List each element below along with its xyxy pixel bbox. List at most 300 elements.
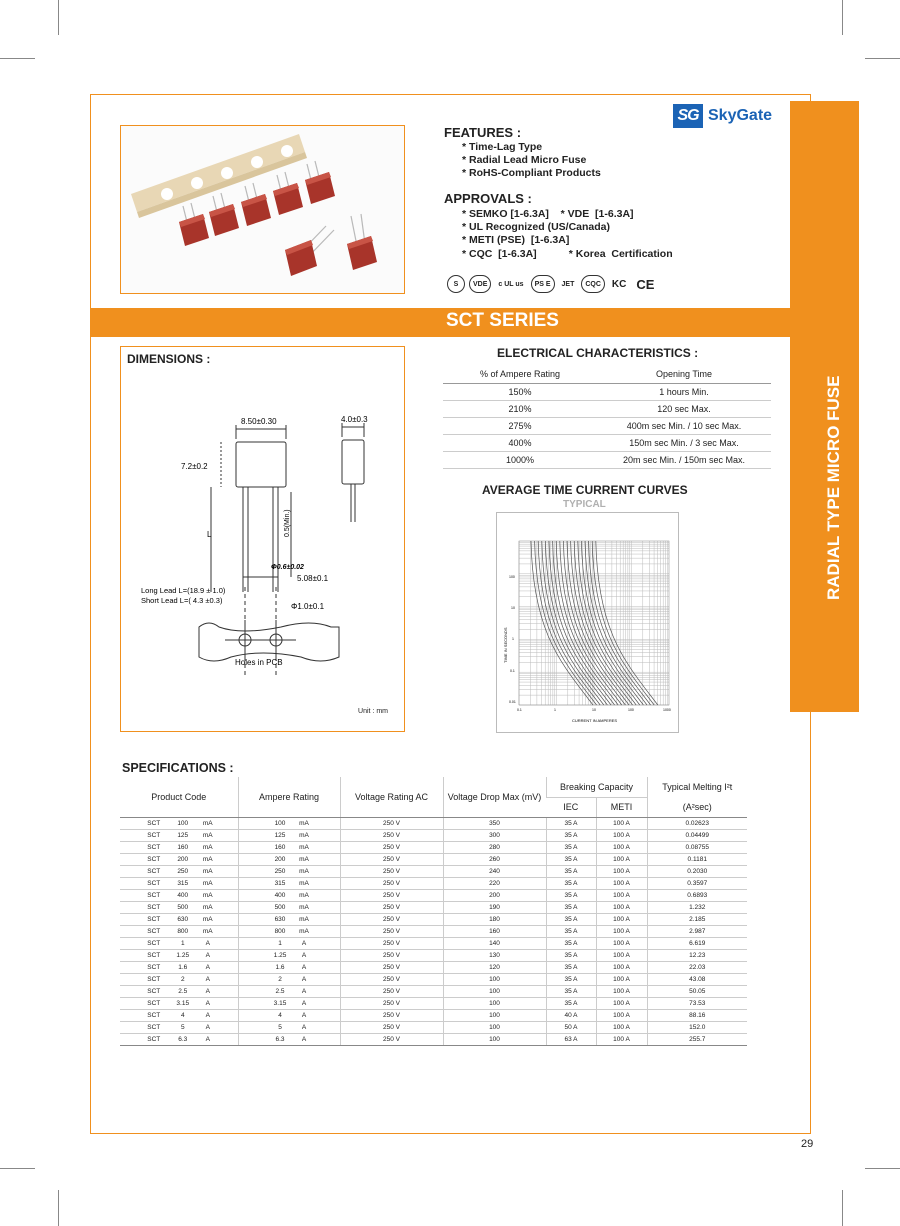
- ampere-unit: mA: [299, 891, 309, 899]
- rating-value: 1.25: [176, 951, 190, 959]
- table-row: [120, 937, 747, 949]
- brand-mark: SG: [673, 104, 703, 128]
- voltage-cell: 250 V: [340, 877, 443, 889]
- rating-unit: A: [205, 987, 210, 995]
- iec-cell: 35 A: [546, 949, 596, 961]
- rating-unit: A: [205, 975, 210, 983]
- ampere-unit: A: [301, 987, 307, 995]
- series-prefix: SCT: [147, 819, 161, 827]
- ampere-value: 2.5: [275, 987, 285, 995]
- melting-cell: 88.16: [647, 1009, 747, 1021]
- curve-line: [563, 541, 625, 705]
- ampere-value: 630: [274, 915, 286, 923]
- ampere-cell: [238, 937, 340, 949]
- column-header: Ampere Rating: [238, 777, 340, 817]
- crop-mark: [865, 1168, 900, 1169]
- rating-value: 125: [177, 831, 189, 839]
- meti-cell: 100 A: [596, 853, 647, 865]
- ampere-unit: mA: [299, 843, 309, 851]
- series-prefix: SCT: [147, 1023, 161, 1031]
- crop-mark: [0, 58, 35, 59]
- ampere-unit: mA: [299, 879, 309, 887]
- voltage-cell: 250 V: [340, 865, 443, 877]
- iec-cell: 35 A: [546, 889, 596, 901]
- melting-cell: 22.03: [647, 961, 747, 973]
- curve-line: [549, 541, 611, 705]
- rating-unit: mA: [202, 891, 213, 899]
- ampere-unit: mA: [299, 915, 309, 923]
- curve-line: [560, 541, 622, 705]
- rating-value: 250: [177, 867, 189, 875]
- voltage-drop-cell: 300: [443, 829, 546, 841]
- ampere-cell: [238, 961, 340, 973]
- curves-y-tick: 100: [509, 575, 515, 579]
- rating-unit: mA: [202, 819, 213, 827]
- voltage-drop-cell: 190: [443, 901, 546, 913]
- pse-icon: PS E: [531, 275, 555, 293]
- ampere-value: 100: [274, 819, 286, 827]
- table-cell: 210%: [443, 400, 597, 417]
- product-code-cell: [120, 841, 238, 853]
- curves-x-tick: 1000: [663, 708, 671, 712]
- dim-min-len-label: 0.5(Min.): [284, 509, 291, 537]
- approval-item: * SEMKO [1-6.3A] * VDE [1-6.3A]: [462, 208, 634, 220]
- brand-name: SkyGate: [708, 107, 773, 124]
- melting-cell: 0.1181: [647, 853, 747, 865]
- iec-cell: 40 A: [546, 1009, 596, 1021]
- ul-icon: c UL us: [498, 280, 524, 288]
- curves-svg: [497, 513, 680, 734]
- approval-item: * METI (PSE) [1-6.3A]: [462, 234, 570, 246]
- table-row: [120, 841, 747, 853]
- electrical-title: ELECTRICAL CHARACTERISTICS :: [497, 346, 699, 360]
- voltage-cell: 250 V: [340, 817, 443, 829]
- ampere-unit: mA: [299, 819, 309, 827]
- ampere-unit: A: [301, 1023, 307, 1031]
- rating-value: 200: [177, 855, 189, 863]
- voltage-drop-cell: 130: [443, 949, 546, 961]
- meti-cell: 100 A: [596, 865, 647, 877]
- voltage-cell: 250 V: [340, 913, 443, 925]
- melting-cell: 2.185: [647, 913, 747, 925]
- melting-cell: 2.987: [647, 925, 747, 937]
- table-row: [120, 1021, 747, 1033]
- voltage-cell: 250 V: [340, 925, 443, 937]
- melting-cell: 0.6893: [647, 889, 747, 901]
- ampere-cell: [238, 1033, 340, 1045]
- side-title: RADIAL TYPE MICRO FUSE: [824, 375, 843, 600]
- meti-cell: 100 A: [596, 949, 647, 961]
- rating-unit: A: [205, 1011, 210, 1019]
- meti-cell: 100 A: [596, 985, 647, 997]
- curve-line: [556, 541, 618, 705]
- table-cell: 400m sec Min. / 10 sec Max.: [597, 417, 771, 434]
- table-row: [120, 853, 747, 865]
- voltage-drop-cell: 200: [443, 889, 546, 901]
- product-code-cell: [120, 877, 238, 889]
- melting-cell: 12.23: [647, 949, 747, 961]
- product-code-cell: [120, 1021, 238, 1033]
- melting-cell: 73.53: [647, 997, 747, 1009]
- curves-x-label: CURRENT IN AMPERES: [572, 718, 618, 723]
- series-prefix: SCT: [147, 1035, 161, 1043]
- series-prefix: SCT: [147, 891, 161, 899]
- curve-line: [581, 541, 643, 705]
- series-title: SCT SERIES: [446, 310, 559, 331]
- series-prefix: SCT: [147, 999, 161, 1007]
- ampere-value: 500: [274, 903, 286, 911]
- rating-unit: A: [205, 963, 210, 971]
- crop-mark: [865, 58, 900, 59]
- voltage-drop-cell: 100: [443, 1033, 546, 1045]
- voltage-cell: 250 V: [340, 985, 443, 997]
- ampere-cell: [238, 901, 340, 913]
- rating-unit: mA: [202, 903, 213, 911]
- page-number: 29: [801, 1138, 814, 1150]
- table-row: [120, 1009, 747, 1021]
- meti-cell: 100 A: [596, 925, 647, 937]
- iec-cell: 63 A: [546, 1033, 596, 1045]
- series-prefix: SCT: [147, 915, 161, 923]
- column-header: % of Ampere Rating: [443, 366, 597, 383]
- table-row: [120, 829, 747, 841]
- product-code-cell: [120, 925, 238, 937]
- table-cell: 150m sec Min. / 3 sec Max.: [597, 434, 771, 451]
- ampere-cell: [238, 1021, 340, 1033]
- product-code-cell: [120, 1009, 238, 1021]
- table-row: [120, 817, 747, 829]
- dim-width-label: 8.50±0.30: [241, 417, 277, 426]
- ampere-value: 5: [278, 1023, 282, 1031]
- ampere-value: 125: [274, 831, 286, 839]
- meti-cell: 100 A: [596, 973, 647, 985]
- rating-unit: A: [205, 951, 210, 959]
- voltage-cell: 250 V: [340, 1033, 443, 1045]
- rating-unit: A: [205, 939, 210, 947]
- curve-line: [542, 541, 604, 705]
- voltage-cell: 250 V: [340, 841, 443, 853]
- ampere-unit: mA: [299, 831, 309, 839]
- certification-marks: [447, 275, 657, 293]
- voltage-cell: 250 V: [340, 1021, 443, 1033]
- voltage-drop-cell: 100: [443, 973, 546, 985]
- dimensions-unit: Unit : mm: [358, 708, 388, 715]
- ampere-cell: [238, 877, 340, 889]
- product-code-cell: [120, 853, 238, 865]
- voltage-drop-cell: 140: [443, 937, 546, 949]
- voltage-cell: 250 V: [340, 961, 443, 973]
- voltage-cell: 250 V: [340, 937, 443, 949]
- approvals-title: APPROVALS :: [444, 191, 532, 206]
- curves-x-tick: 1: [554, 708, 556, 712]
- meti-cell: 100 A: [596, 937, 647, 949]
- long-lead-label: Long Lead L=(18.9 ± 1.0): [141, 586, 226, 595]
- meti-cell: 100 A: [596, 901, 647, 913]
- curve-line: [567, 541, 629, 705]
- dim-lead-len-label: L: [207, 530, 212, 539]
- semko-icon: S: [447, 275, 465, 293]
- ce-icon: CE: [636, 276, 655, 292]
- series-prefix: SCT: [147, 843, 161, 851]
- table-cell: 20m sec Min. / 150m sec Max.: [597, 451, 771, 468]
- product-code-cell: [120, 973, 238, 985]
- rating-value: 3.15: [176, 999, 190, 1007]
- iec-cell: 35 A: [546, 973, 596, 985]
- iec-cell: 50 A: [546, 1021, 596, 1033]
- product-photo-illustration: [121, 126, 405, 294]
- ampere-cell: [238, 913, 340, 925]
- column-header: Product Code: [120, 777, 238, 817]
- melting-cell: 0.2030: [647, 865, 747, 877]
- approval-item: * CQC [1-6.3A] * Korea Certification: [462, 248, 673, 260]
- rating-unit: A: [205, 1023, 210, 1031]
- product-code-cell: [120, 937, 238, 949]
- table-cell: 120 sec Max.: [597, 400, 771, 417]
- product-code-cell: [120, 913, 238, 925]
- dim-depth-label: 4.0±0.3: [341, 415, 368, 424]
- meti-cell: 100 A: [596, 1021, 647, 1033]
- rating-value: 2: [180, 975, 185, 983]
- column-header: Opening Time: [597, 366, 771, 383]
- rating-value: 500: [177, 903, 189, 911]
- cqc-icon: CQC: [581, 275, 605, 293]
- table-row: [443, 434, 771, 451]
- series-prefix: SCT: [147, 951, 161, 959]
- meti-cell: 100 A: [596, 961, 647, 973]
- voltage-cell: 250 V: [340, 889, 443, 901]
- melting-cell: 0.02623: [647, 817, 747, 829]
- voltage-cell: 250 V: [340, 997, 443, 1009]
- rating-unit: A: [205, 999, 210, 1007]
- curves-y-label: TIME IN SECONDS: [503, 627, 508, 663]
- ampere-value: 4: [278, 1011, 282, 1019]
- rating-value: 1: [180, 939, 185, 947]
- meti-cell: 100 A: [596, 877, 647, 889]
- table-cell: 150%: [443, 383, 597, 400]
- iec-cell: 35 A: [546, 937, 596, 949]
- melting-cell: 0.08755: [647, 841, 747, 853]
- rating-value: 315: [177, 879, 189, 887]
- ampere-cell: [238, 817, 340, 829]
- curves-y-tick: 0.01: [509, 700, 516, 704]
- rating-unit: mA: [202, 831, 213, 839]
- rating-unit: A: [205, 1035, 210, 1043]
- column-header: IEC: [546, 797, 596, 817]
- series-prefix: SCT: [147, 987, 161, 995]
- table-row: [120, 961, 747, 973]
- curves-x-tick: 100: [628, 708, 634, 712]
- ampere-unit: A: [301, 963, 307, 971]
- voltage-cell: 250 V: [340, 973, 443, 985]
- curve-line: [585, 541, 647, 705]
- curves-y-tick: 10: [511, 606, 515, 610]
- ampere-value: 1.25: [273, 951, 287, 959]
- meti-cell: 100 A: [596, 913, 647, 925]
- ampere-cell: [238, 997, 340, 1009]
- series-prefix: SCT: [147, 939, 161, 947]
- ampere-unit: A: [301, 1035, 307, 1043]
- product-code-cell: [120, 901, 238, 913]
- dimensions-panel: [120, 346, 405, 732]
- voltage-drop-cell: 100: [443, 1009, 546, 1021]
- melting-cell: 1.232: [647, 901, 747, 913]
- series-prefix: SCT: [147, 1011, 161, 1019]
- table-cell: 1 hours Min.: [597, 383, 771, 400]
- series-band: [90, 308, 790, 337]
- meti-cell: 100 A: [596, 829, 647, 841]
- ampere-value: 1.6: [275, 963, 285, 971]
- melting-cell: 0.04499: [647, 829, 747, 841]
- series-prefix: SCT: [147, 879, 161, 887]
- ampere-unit: A: [301, 1011, 307, 1019]
- product-code-cell: [120, 961, 238, 973]
- series-prefix: SCT: [147, 975, 161, 983]
- table-row: [120, 913, 747, 925]
- ampere-value: 200: [274, 855, 286, 863]
- ampere-cell: [238, 889, 340, 901]
- iec-cell: 35 A: [546, 853, 596, 865]
- curves-y-tick: 1: [512, 637, 514, 641]
- melting-cell: 255.7: [647, 1033, 747, 1045]
- iec-cell: 35 A: [546, 817, 596, 829]
- table-row: [443, 383, 771, 400]
- table-row: [443, 417, 771, 434]
- curve-line: [535, 541, 597, 705]
- ampere-cell: [238, 925, 340, 937]
- dimensions-drawing: [121, 347, 406, 733]
- iec-cell: 35 A: [546, 925, 596, 937]
- iec-cell: 35 A: [546, 913, 596, 925]
- dimensions-title: DIMENSIONS :: [127, 352, 211, 366]
- series-prefix: SCT: [147, 927, 161, 935]
- ampere-value: 3.15: [273, 999, 287, 1007]
- column-header: METI: [596, 797, 647, 817]
- ampere-value: 2: [278, 975, 282, 983]
- product-code-cell: [120, 817, 238, 829]
- curve-line: [589, 541, 651, 705]
- meti-cell: 100 A: [596, 1033, 647, 1045]
- dim-pitch-label: 5.08±0.1: [297, 574, 329, 583]
- feature-item: * Radial Lead Micro Fuse: [462, 154, 587, 166]
- table-row: [120, 877, 747, 889]
- table-row: [120, 1033, 747, 1045]
- series-prefix: SCT: [147, 831, 161, 839]
- ampere-cell: [238, 853, 340, 865]
- rating-value: 100: [177, 819, 189, 827]
- meti-cell: 100 A: [596, 817, 647, 829]
- crop-mark: [58, 1190, 59, 1226]
- meti-cell: 100 A: [596, 889, 647, 901]
- table-row: [443, 451, 771, 468]
- jet-icon: JET: [561, 280, 575, 288]
- ampere-cell: [238, 949, 340, 961]
- voltage-drop-cell: 350: [443, 817, 546, 829]
- brand-logo: [673, 104, 772, 128]
- column-header: Voltage Drop Max (mV): [443, 777, 546, 817]
- curve-line: [578, 541, 640, 705]
- column-header: Voltage Rating AC: [340, 777, 443, 817]
- ampere-cell: [238, 829, 340, 841]
- melting-cell: 6.619: [647, 937, 747, 949]
- product-code-cell: [120, 889, 238, 901]
- series-prefix: SCT: [147, 867, 161, 875]
- rating-value: 400: [177, 891, 189, 899]
- ampere-value: 315: [274, 879, 286, 887]
- voltage-cell: 250 V: [340, 901, 443, 913]
- product-code-cell: [120, 829, 238, 841]
- voltage-drop-cell: 100: [443, 1021, 546, 1033]
- iec-cell: 35 A: [546, 841, 596, 853]
- curves-chart: [496, 512, 679, 733]
- ampere-unit: A: [301, 939, 307, 947]
- ampere-value: 6.3: [275, 1035, 285, 1043]
- iec-cell: 35 A: [546, 865, 596, 877]
- series-prefix: SCT: [147, 963, 161, 971]
- curve-line: [538, 541, 600, 705]
- table-row: [120, 949, 747, 961]
- short-lead-label: Short Lead L=( 4.3 ±0.3): [141, 596, 223, 605]
- ampere-unit: mA: [299, 927, 309, 935]
- curves-title: AVERAGE TIME CURRENT CURVES: [482, 483, 688, 497]
- table-row: [120, 865, 747, 877]
- rating-value: 6.3: [178, 1035, 188, 1043]
- table-header-row: [120, 777, 747, 797]
- meti-cell: 100 A: [596, 1009, 647, 1021]
- dim-lead-dia-label: Φ0.6±0.02: [271, 564, 304, 571]
- features-title: FEATURES :: [444, 125, 522, 140]
- iec-cell: 35 A: [546, 877, 596, 889]
- ampere-value: 250: [274, 867, 286, 875]
- voltage-drop-cell: 100: [443, 997, 546, 1009]
- rating-value: 800: [177, 927, 189, 935]
- table-row: [120, 901, 747, 913]
- table-cell: 400%: [443, 434, 597, 451]
- ampere-cell: [238, 973, 340, 985]
- iec-cell: 35 A: [546, 985, 596, 997]
- product-code-cell: [120, 985, 238, 997]
- crop-mark: [842, 1190, 843, 1226]
- product-code-cell: [120, 949, 238, 961]
- rating-unit: mA: [202, 867, 213, 875]
- ampere-unit: A: [301, 975, 307, 983]
- rating-value: 1.6: [178, 963, 188, 971]
- table-row: [120, 973, 747, 985]
- column-header: (A²sec): [647, 797, 747, 817]
- rating-value: 630: [177, 915, 189, 923]
- ampere-cell: [238, 865, 340, 877]
- voltage-drop-cell: 120: [443, 961, 546, 973]
- table-row: [120, 925, 747, 937]
- rating-unit: mA: [202, 927, 213, 935]
- column-header: Typical Melting I²t: [647, 777, 747, 797]
- table-row: [120, 985, 747, 997]
- voltage-drop-cell: 280: [443, 841, 546, 853]
- curves-x-tick: 10: [592, 708, 596, 712]
- table-row: [120, 889, 747, 901]
- rating-unit: mA: [202, 915, 213, 923]
- specifications-title: SPECIFICATIONS :: [122, 761, 234, 775]
- meti-cell: 100 A: [596, 841, 647, 853]
- iec-cell: 35 A: [546, 901, 596, 913]
- curves-y-tick: 0.1: [510, 669, 515, 673]
- curves-subtitle: TYPICAL: [563, 499, 606, 510]
- ampere-cell: [238, 985, 340, 997]
- product-code-cell: [120, 865, 238, 877]
- voltage-drop-cell: 180: [443, 913, 546, 925]
- product-code-cell: [120, 997, 238, 1009]
- voltage-cell: 250 V: [340, 829, 443, 841]
- ampere-value: 400: [274, 891, 286, 899]
